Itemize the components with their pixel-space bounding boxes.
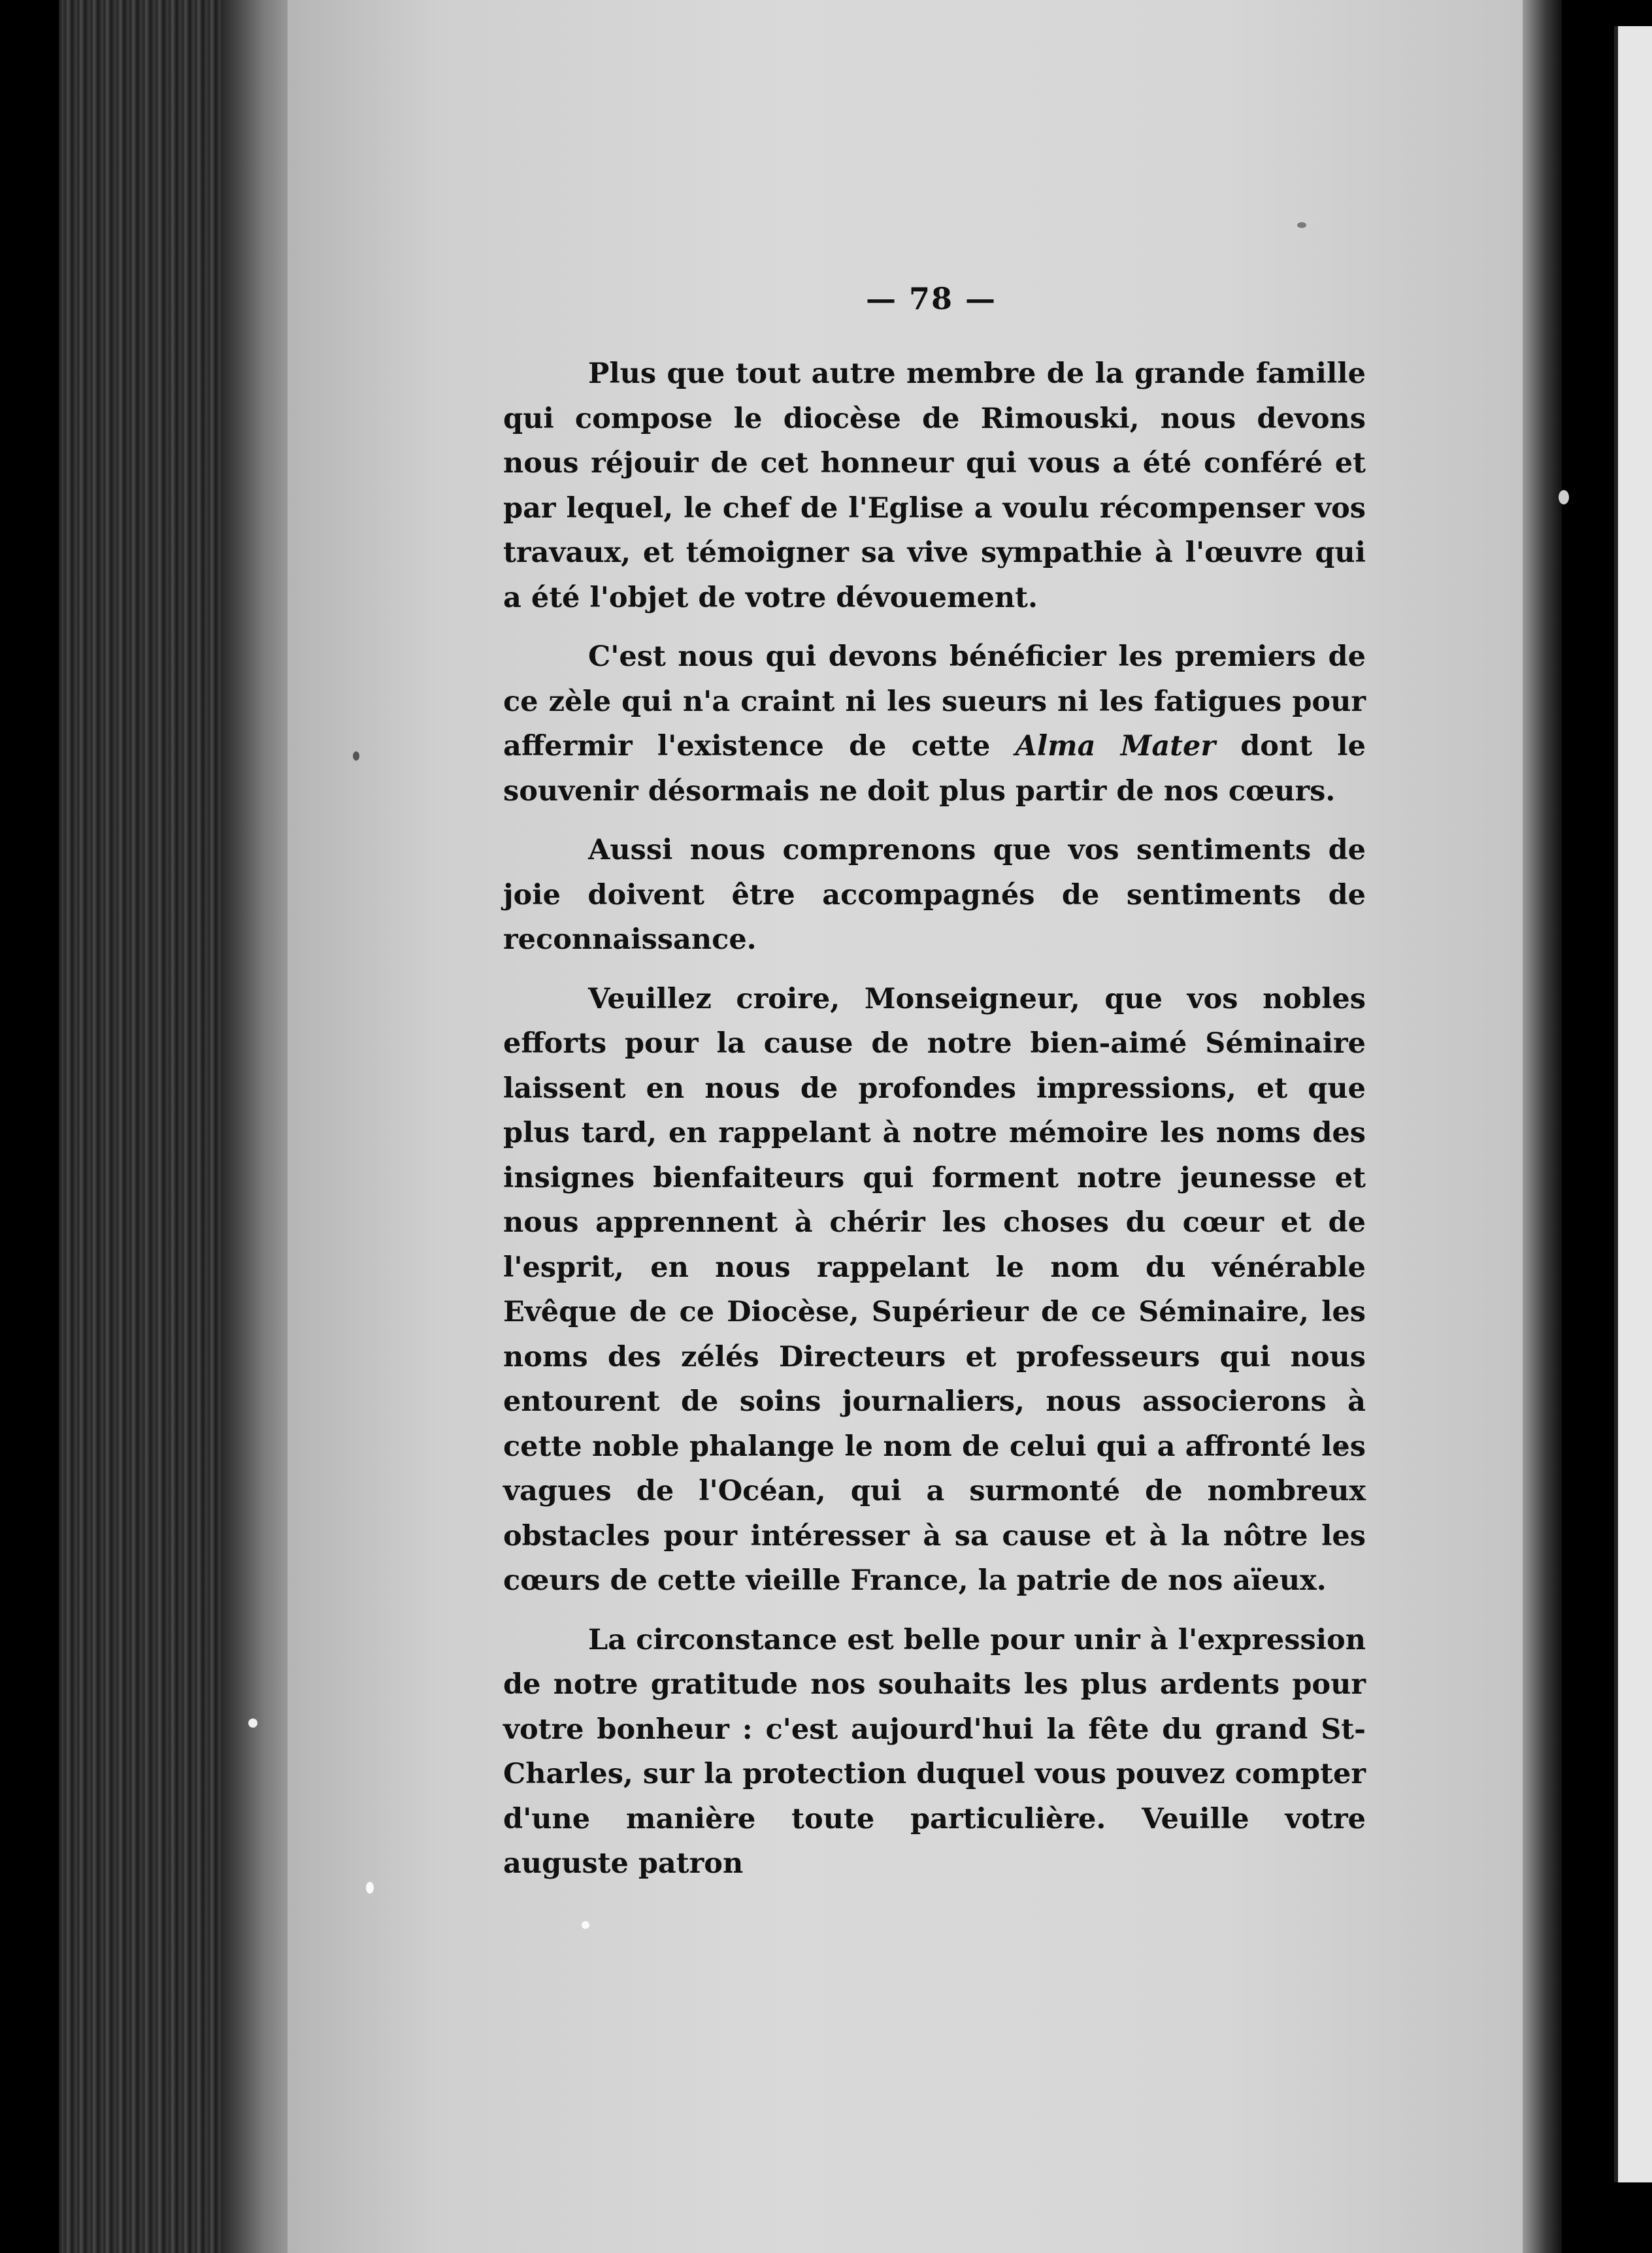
dust-speck (248, 1719, 257, 1728)
page-right-shadow (1523, 0, 1562, 2253)
dust-speck (1297, 222, 1306, 228)
dust-speck (582, 1921, 589, 1929)
page-number: — 78 — (865, 281, 997, 316)
paragraph-3: Aussi nous comprenons que vos sentiments de joie doivent être accompagnés de sentiments de reconnaissance. (503, 834, 1366, 956)
paragraph-2-after: dont le souvenir désormais ne doit plus partir de nos cœurs. (503, 730, 1366, 808)
paragraph-1: Plus que tout autre membre de la grande famille qui compose le diocèse de Rimouski, nous devons nous réjouir de cet honneur qui vous a été conféré et par lequel, le chef de l'Eglise a voulu récompenser vos travaux, et témoigner sa vive sympathie à l'œuvre qui a été l'objet de votre dévouement. (503, 357, 1366, 614)
paragraph-2-before: C'est nous qui devons bénéficier les premiers de ce zèle qui n'a craint ni les sueurs ni les fatigues pour affermir l'existence de cette (503, 640, 1366, 763)
dust-speck (366, 1882, 374, 1894)
alma-mater-italic: Alma Mater (1015, 730, 1216, 763)
book-page-edges (59, 0, 235, 2253)
next-page-edge (1614, 26, 1652, 2182)
paragraph-4: Veuillez croire, Monseigneur, que vos nobles efforts pour la cause de notre bien-aimé Séminaire laissent en nous de profondes impressions, et que plus tard, en rappelant à notre mémoire les noms des insignes bienfaiteurs qui forment notre jeunesse et nous apprennent à chérir les choses du cœur et de l'esprit, en nous rappelant le nom du vénérable Evêque de ce Diocèse, Supérieur de ce Séminaire, les noms des zélés Directeurs et professeurs qui nous entourent de soins journaliers, nous associerons à cette noble phalange le nom de celui qui a affronté les vagues de l'Océan, qui a surmonté de nombreux obstacles pour intéresser à sa cause et à la nôtre les cœurs de cette vieille France, la patrie de nos aïeux. (503, 982, 1366, 1597)
paragraph-5: La circonstance est belle pour unir à l'expression de notre gratitude nos souhaits les plus ardents pour votre bonheur : c'est aujourd'hui la fête du grand St-Charles, sur la protection duquel vous pouvez compter d'une manière toute particulière. Veuille votre auguste patron (503, 1623, 1366, 1880)
paragraph-2 (503, 634, 1366, 814)
dust-speck (1559, 490, 1569, 504)
dust-speck (353, 751, 359, 761)
page-text-block (503, 281, 1366, 1901)
